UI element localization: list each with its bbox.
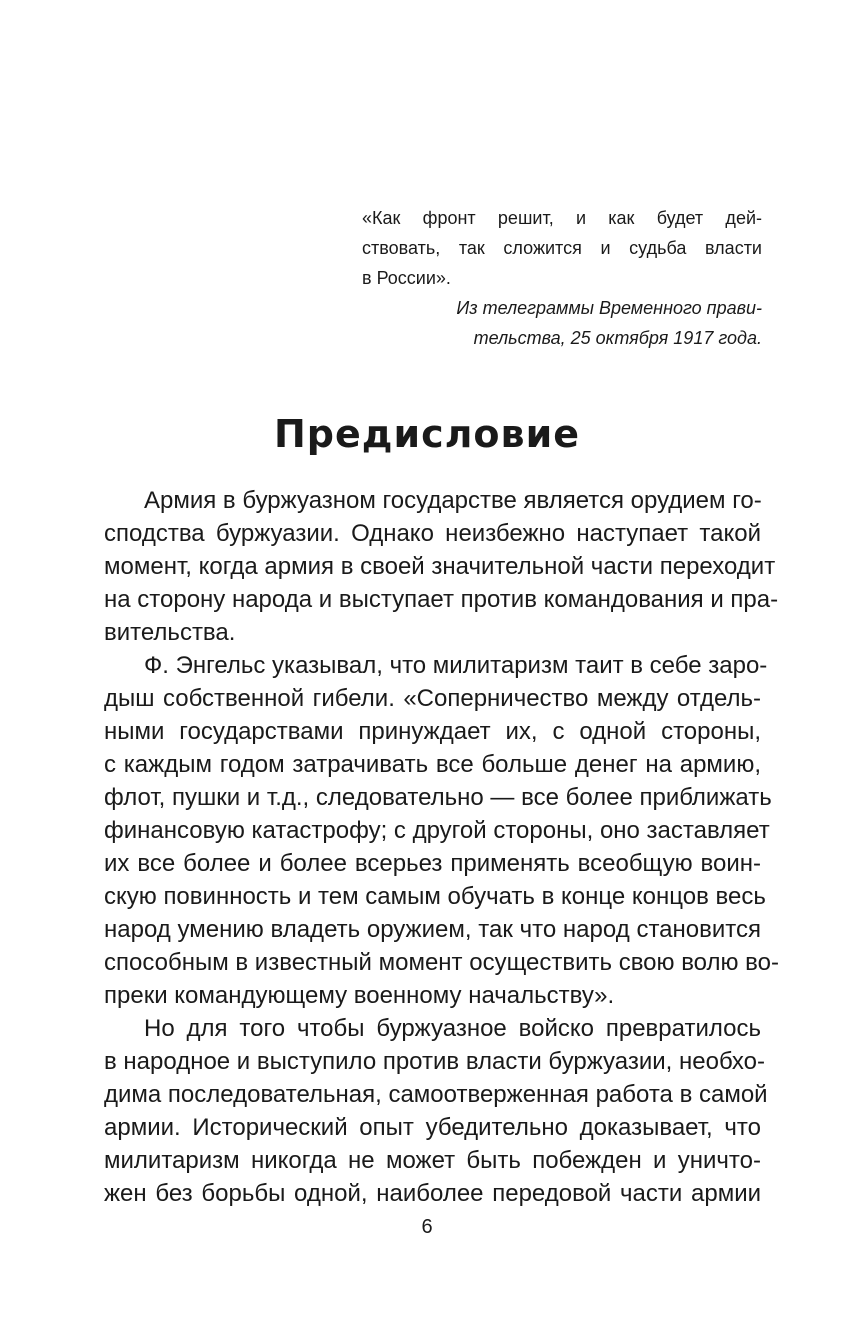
text-line: Ф. Энгельс указывал, что милитаризм таит в себе заро-	[144, 652, 768, 679]
text-line: в народное и выступило против власти буржуазии, необхо-	[104, 1048, 765, 1075]
text-line: армии. Исторический опыт убедительно доказывает, что	[104, 1114, 761, 1141]
text-line: скую повинность и тем самым обучать в конце концов весь	[104, 883, 766, 910]
epigraph-quote-line: «Как фронт решит, и как будет дей-	[362, 208, 762, 228]
epigraph-quote-line: в России».	[362, 268, 451, 288]
text-line: преки командующему военному начальству».	[104, 982, 615, 1009]
text-line: милитаризм никогда не может быть побежден и уничто-	[104, 1147, 761, 1174]
text-line: финансовую катастрофу; с другой стороны, оно заставляет	[104, 817, 770, 844]
text-line: Но для того чтобы буржуазное войско превратилось	[144, 1015, 761, 1042]
text-line: с каждым годом затрачивать все больше денег на армию,	[104, 751, 761, 778]
chapter-title: Предисловие	[273, 412, 580, 456]
text-line: народ умению владеть оружием, так что народ становится	[104, 916, 761, 943]
epigraph-source-line: тельства, 25 октября 1917 года.	[473, 328, 762, 348]
text-line: сподства буржуазии. Однако неизбежно наступает такой	[104, 520, 761, 547]
text-line: их все более и более всерьез применять всеобщую воин-	[104, 850, 761, 877]
page-number: 6	[421, 1216, 433, 1238]
text-line: вительства.	[104, 619, 236, 646]
text-line: Армия в буржуазном государстве является орудием го-	[144, 487, 762, 514]
text-line: момент, когда армия в своей значительной части переходит	[104, 553, 776, 580]
text-line: способным в известный момент осуществить свою волю во-	[104, 949, 779, 976]
text-line: дыш собственной гибели. «Соперничество между отдель-	[104, 685, 761, 712]
epigraph-source-line: Из телеграммы Временного прави-	[456, 298, 762, 318]
text-line: дима последовательная, самоотверженная работа в самой	[104, 1081, 768, 1108]
text-line: ными государствами принуждает их, с одной стороны,	[104, 718, 761, 745]
text-line: жен без борьбы одной, наиболее передовой части армии	[104, 1180, 761, 1207]
text-line: на сторону народа и выступает против командования и пра-	[104, 586, 779, 613]
epigraph-quote-line: ствовать, так сложится и судьба власти	[362, 238, 762, 258]
text-line: флот, пушки и т.д., следовательно — все более приближать	[104, 784, 772, 811]
